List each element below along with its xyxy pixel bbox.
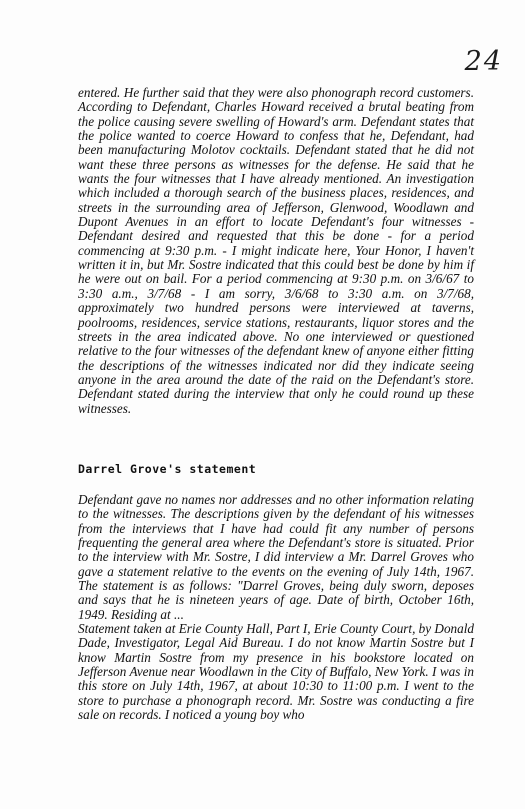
body-section-2 <box>78 493 474 723</box>
body-paragraph-3: Statement taken at Erie County Hall, Part I, Erie County Court, by Donald Dade, Investigator, Legal Aid Bureau. I do not know Martin Sostre but I know Martin Sostre from my presence in his bookstore located on Jefferson Avenue near Woodlawn in the City of Buffalo, New York. I was in this store on July 14th, 1967, at about 10:30 to 11:00 p.m. I went to the store to purchase a phonograph record. Mr. Sostre was conducting a fire sale on records. I noticed a young boy who <box>78 621 474 723</box>
body-paragraph-2: Defendant gave no names nor addresses and no other information relating to the witnesses. The descriptions given by the defendant of his witnesses from the interviews that I have had could fit any number of persons frequenting the general area where the Defendant's store is situated. Prior to the interview with Mr. Sostre, I did interview a Mr. Darrel Groves who gave a statement relative to the events on the evening of July 14th, 1967. The statement is as follows: "Darrel Groves, being duly sworn, deposes and says that he is nineteen years of age. Date of birth, October 16th, 1949. Residing at ... <box>78 492 474 622</box>
section-heading: Darrel Grove's statement <box>78 462 257 476</box>
page-number: 24 <box>464 46 503 77</box>
body-paragraph-1: entered. He further said that they were also phonograph record customers. According to Defendant, Charles Howard received a brutal beating from the police causing severe swelling of Howard's arm. Defendant states that the police wanted to coerce Howard to confess that he, Defendant, had been manufacturing Molotov cocktails. Defendant stated that he did not want these three persons as witnesses for the defense. He said that he wants the four witnesses that I have already mentioned. An investigation which included a thorough search of the business places, residences, and streets in the surrounding area of Jefferson, Glenwood, Woodlawn and Dupont Avenues in an effort to locate Defendant's four witnesses - Defendant desired and requested that this be done - for a period commencing at 9:30 p.m. - I might indicate here, Your Honor, I haven't written it in, but Mr. Sostre indicated that this could best be done by him if he were out on bail. For a period commencing at 9:30 p.m. on 3/6/67 to 3:30 a.m., 3/7/68 - I am sorry, 3/6/68 to 3:30 a.m. on 3/7/68, approximately two hundred persons were interviewed at taverns, poolrooms, residences, service stations, restaurants, liquor stores and the streets in the area indicated above. No one interviewed or questioned relative to the four witnesses of the defendant knew of anyone either fitting the descriptions of the witnesses indicated nor did they indicate seeing anyone in the area around the date of the raid on the Defendant's store. Defendant stated during the interview that only he could round up these witnesses. <box>78 85 474 416</box>
